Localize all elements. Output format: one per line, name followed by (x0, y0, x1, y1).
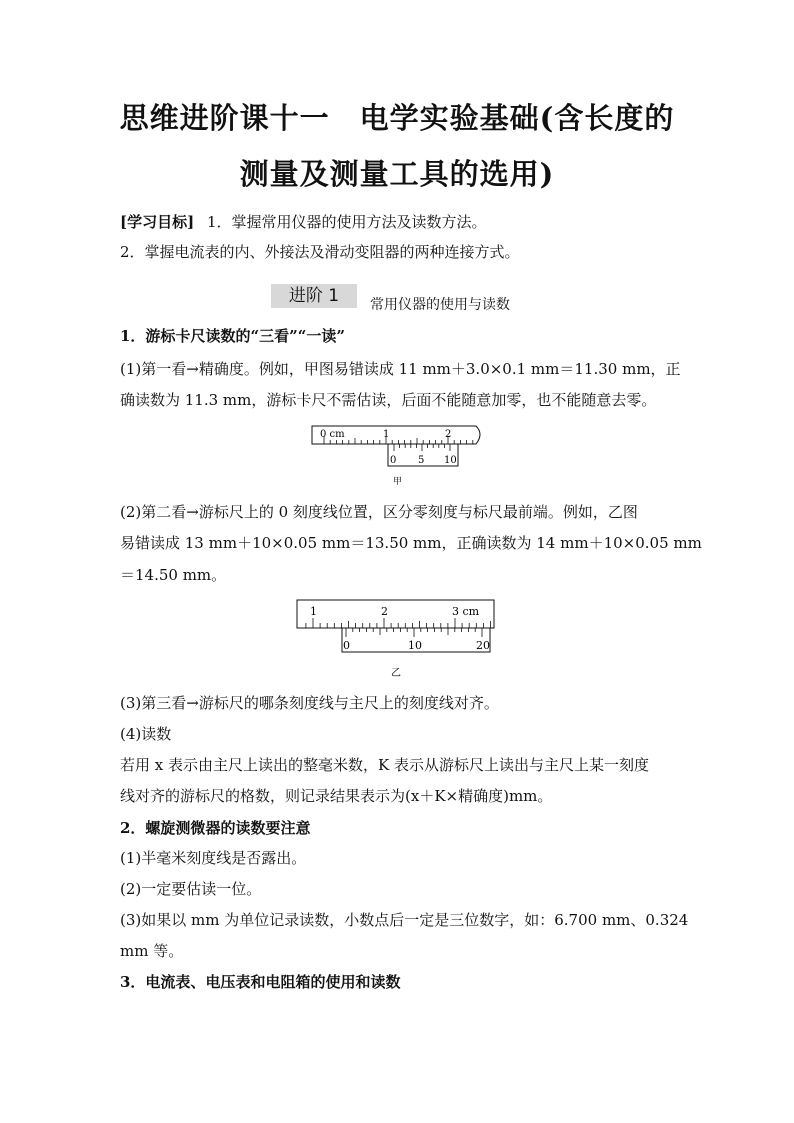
objective-2: 2．掌握电流表的内、外接法及滑动变阻器的两种连接方式。 (120, 243, 520, 261)
yi-main-label-1: 1 (310, 605, 317, 618)
objectives-line1 (120, 212, 680, 232)
yi-main-label-2: 2 (381, 605, 388, 618)
heading-vernier: 1．游标卡尺读数的“三看”“一读” (120, 327, 345, 345)
para-4: (4)读数 (120, 725, 172, 743)
yi-vernier-label-10: 10 (408, 639, 422, 652)
jia-vernier-label-5: 5 (418, 455, 425, 466)
jia-vernier-label-0: 0 (390, 455, 397, 466)
jia-caption: 甲 (393, 477, 403, 487)
para-1-line1: (1)第一看→精确度。例如，甲图易错读成 11 mm＋3.0×0.1 mm＝11.30 mm，正 (120, 360, 681, 378)
jia-main-label-1: 1 (383, 429, 390, 440)
jia-main-label-0: 0 cm (320, 429, 345, 440)
para-3: (3)第三看→游标尺的哪条刻度线与主尺上的刻度线对齐。 (120, 694, 499, 712)
heading-meters: 3．电流表、电压表和电阻箱的使用和读数 (120, 973, 401, 991)
yi-vernier-label-20: 20 (476, 639, 490, 652)
para-5-line2: 线对齐的游标尺的格数，则记录结果表示为(x＋K×精确度)mm。 (120, 787, 553, 805)
para-2-line2: 易错读成 13 mm＋10×0.05 mm＝13.50 mm，正确读数为 14 mm＋10×0.05 mm (120, 534, 702, 552)
section-subtitle: 常用仪器的使用与读数 (370, 297, 510, 313)
jia-main-label-2: 2 (445, 429, 452, 440)
page-title-line1: 思维进阶课十一 电学实验基础(含长度的 (119, 101, 675, 135)
objectives-label: [学习目标] (120, 213, 195, 231)
micrometer-note-2: (2)一定要估读一位。 (120, 880, 262, 898)
vernier-figure-jia (308, 422, 488, 490)
page-title-line2: 测量及测量工具的选用) (239, 157, 555, 191)
yi-caption: 乙 (391, 668, 401, 679)
vernier-figure-yi (294, 598, 498, 682)
section-badge: 进阶 1 (271, 284, 357, 308)
para-2-line3: ＝14.50 mm。 (120, 566, 227, 584)
heading-micrometer: 2．螺旋测微器的读数要注意 (120, 819, 311, 837)
micrometer-note-3-line1: (3)如果以 mm 为单位记录读数，小数点后一定是三位数字，如：6.700 mm、0.324 (120, 911, 689, 929)
para-2-line1: (2)第二看→游标尺上的 0 刻度线位置，区分零刻度与标尺最前端。例如，乙图 (120, 503, 638, 521)
jia-vernier-label-10: 10 (444, 455, 457, 466)
yi-vernier-label-0: 0 (343, 639, 350, 652)
objective-1: 1．掌握常用仪器的使用方法及读数方法。 (206, 213, 487, 231)
micrometer-note-1: (1)半毫米刻度线是否露出。 (120, 849, 307, 867)
micrometer-note-3-line2: mm 等。 (120, 942, 184, 960)
yi-main-label-3cm: 3 cm (452, 605, 480, 618)
para-5-line1: 若用 x 表示由主尺上读出的整毫米数，K 表示从游标尺上读出与主尺上某一刻度 (120, 756, 649, 774)
para-1-line2: 确读数为 11.3 mm，游标卡尺不需估读，后面不能随意加零，也不能随意去零。 (120, 391, 657, 409)
